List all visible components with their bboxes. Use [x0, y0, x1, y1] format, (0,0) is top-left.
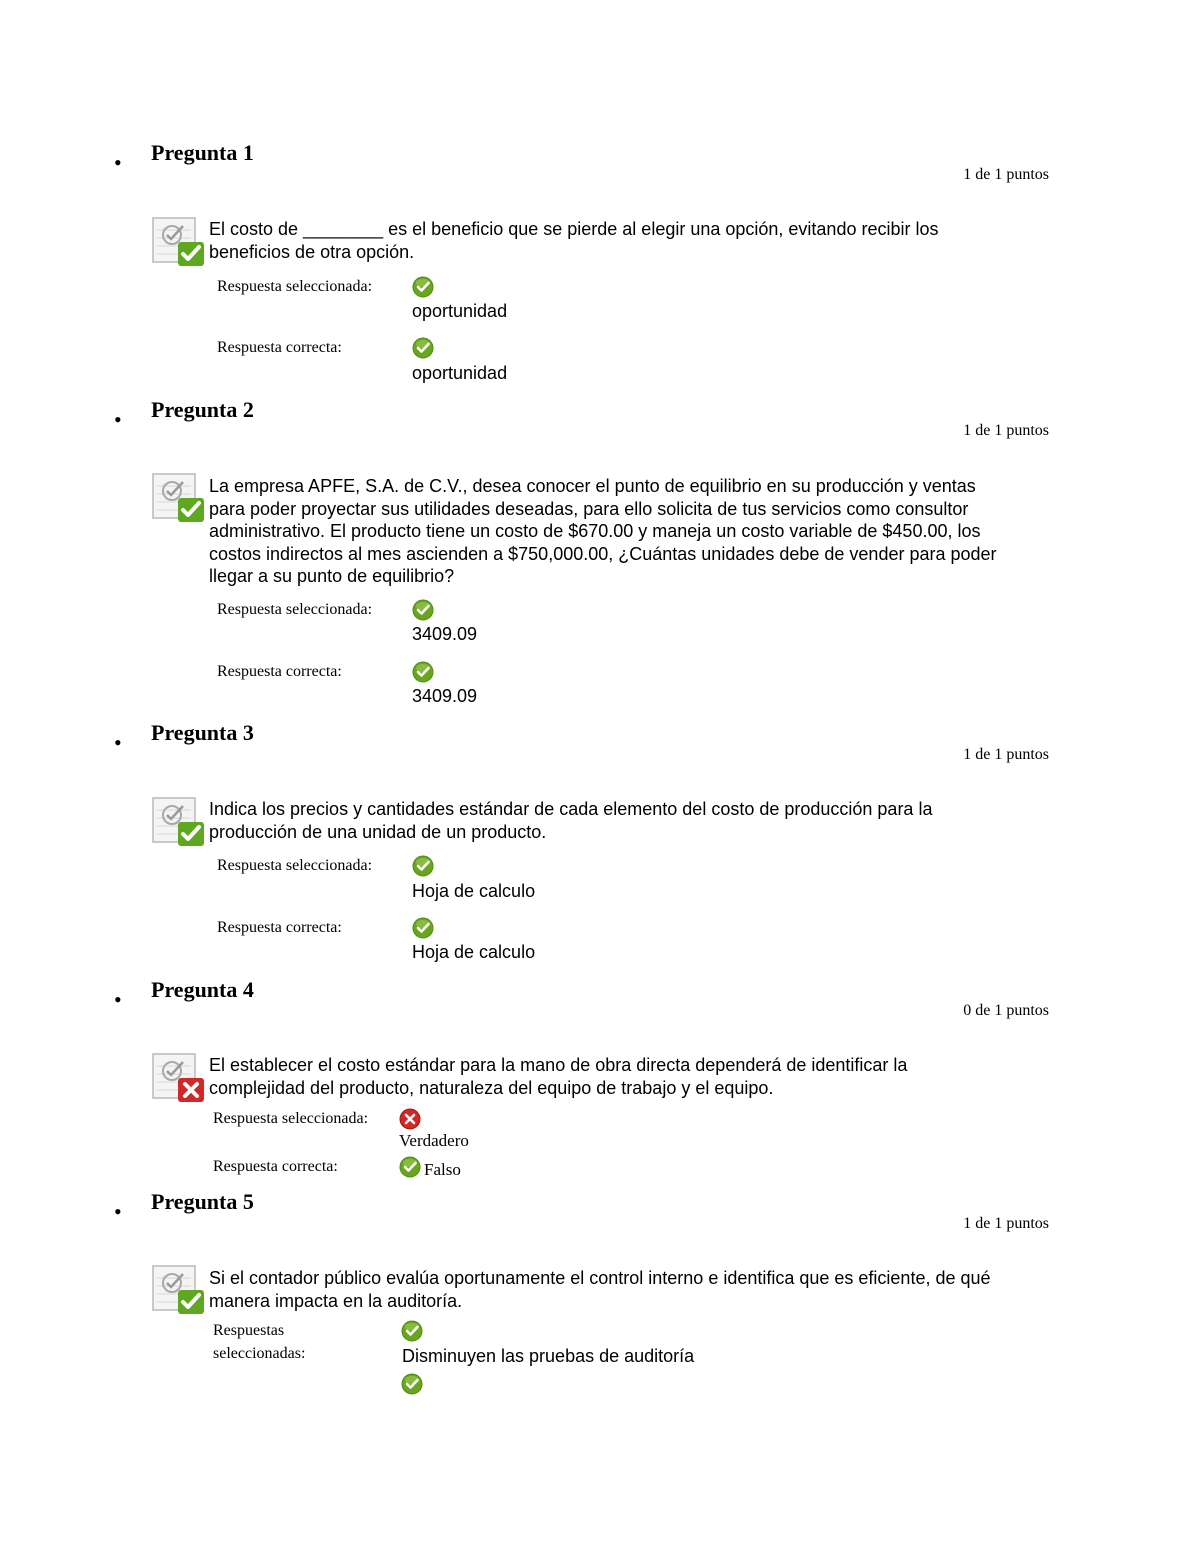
- correct-check-icon: [412, 661, 434, 683]
- correct-answer: Falso: [424, 1160, 461, 1179]
- correct-check-icon: [412, 599, 434, 621]
- correct-check-icon: [412, 917, 434, 939]
- question-correct-icon: [152, 472, 206, 524]
- selected-answer: Hoja de calculo: [412, 881, 536, 901]
- question-text: La empresa APFE, S.A. de C.V., desea conocer el punto de equilibrio en su producción y ventas para poder proyectar sus utilidades deseadas, para ello solicita de tus servicios como consultor administrativo. El producto tiene un costo de $670.00 y maneja un costo variable de $450.00, los costos indirectos al mes ascienden a $750,000.00, ¿Cuántas unidades debe de vender para poder llegar a su punto de equilibrio?: [209, 476, 997, 586]
- question-text: El costo de ________ es el beneficio que se pierde al elegir una opción, evitando recibir los beneficios de otra opción.: [209, 219, 939, 262]
- selected-answer: oportunidad: [412, 301, 508, 321]
- question-correct-icon: [152, 1264, 206, 1316]
- question-correct-icon: [152, 216, 206, 268]
- question-points: 1 de 1 puntos: [963, 422, 1049, 439]
- correct-check-icon: [412, 855, 434, 877]
- question-points: 1 de 1 puntos: [963, 746, 1049, 763]
- question-text: Si el contador público evalúa oportunamente el control interno e identifica que es eficiente, de qué manera impacta en la auditoría.: [209, 1268, 991, 1311]
- correct-check-icon: [401, 1320, 423, 1342]
- correct-answer: oportunidad: [412, 363, 508, 383]
- question-title: Pregunta 1: [151, 140, 254, 165]
- question-text: Indica los precios y cantidades estándar de cada elemento del costo de producción para la producción de una unidad de un producto.: [209, 799, 933, 842]
- question-title: Pregunta 2: [151, 397, 254, 422]
- selected-answer-label: Respuesta seleccionada:: [217, 601, 373, 618]
- question-title: Pregunta 4: [151, 977, 254, 1002]
- correct-answer-label: Respuesta correcta:: [213, 1158, 338, 1175]
- bullet: •: [114, 150, 122, 175]
- selected-answer: 3409.09: [412, 624, 478, 644]
- question-correct-icon: [152, 796, 206, 848]
- correct-answer: 3409.09: [412, 686, 478, 706]
- correct-answer-label: Respuesta correcta:: [217, 663, 342, 680]
- selected-answer-label: Respuesta seleccionada:: [217, 857, 373, 874]
- bullet: •: [114, 407, 122, 432]
- correct-check-icon: [399, 1156, 421, 1178]
- question-points: 1 de 1 puntos: [963, 1215, 1049, 1232]
- selected-answers-label-2: seleccionadas:: [213, 1345, 306, 1362]
- question-text: El establecer el costo estándar para la mano de obra directa dependerá de identificar la complejidad del producto, naturaleza del equipo de trabajo y el equipo.: [209, 1055, 908, 1098]
- correct-check-icon: [412, 337, 434, 359]
- question-title: Pregunta 5: [151, 1189, 254, 1214]
- correct-check-icon: [401, 1373, 423, 1395]
- selected-answer-label: Respuesta seleccionada:: [213, 1110, 369, 1127]
- correct-answer: Hoja de calculo: [412, 942, 536, 962]
- bullet: •: [114, 987, 122, 1012]
- correct-answer-label: Respuesta correcta:: [217, 339, 342, 356]
- bullet: •: [114, 1199, 122, 1224]
- question-points: 1 de 1 puntos: [963, 166, 1049, 183]
- incorrect-x-icon: [399, 1108, 421, 1130]
- selected-answer: Verdadero: [399, 1131, 469, 1150]
- question-points: 0 de 1 puntos: [963, 1002, 1049, 1019]
- correct-answer-label: Respuesta correcta:: [217, 919, 342, 936]
- question-title: Pregunta 3: [151, 720, 254, 745]
- bullet: •: [114, 730, 122, 755]
- question-incorrect-icon: [152, 1052, 206, 1104]
- selected-answer: Disminuyen las pruebas de auditoría: [402, 1346, 695, 1366]
- selected-answer-label: Respuesta seleccionada:: [217, 278, 373, 295]
- selected-answers-label: Respuestas: [213, 1322, 285, 1339]
- correct-check-icon: [412, 276, 434, 298]
